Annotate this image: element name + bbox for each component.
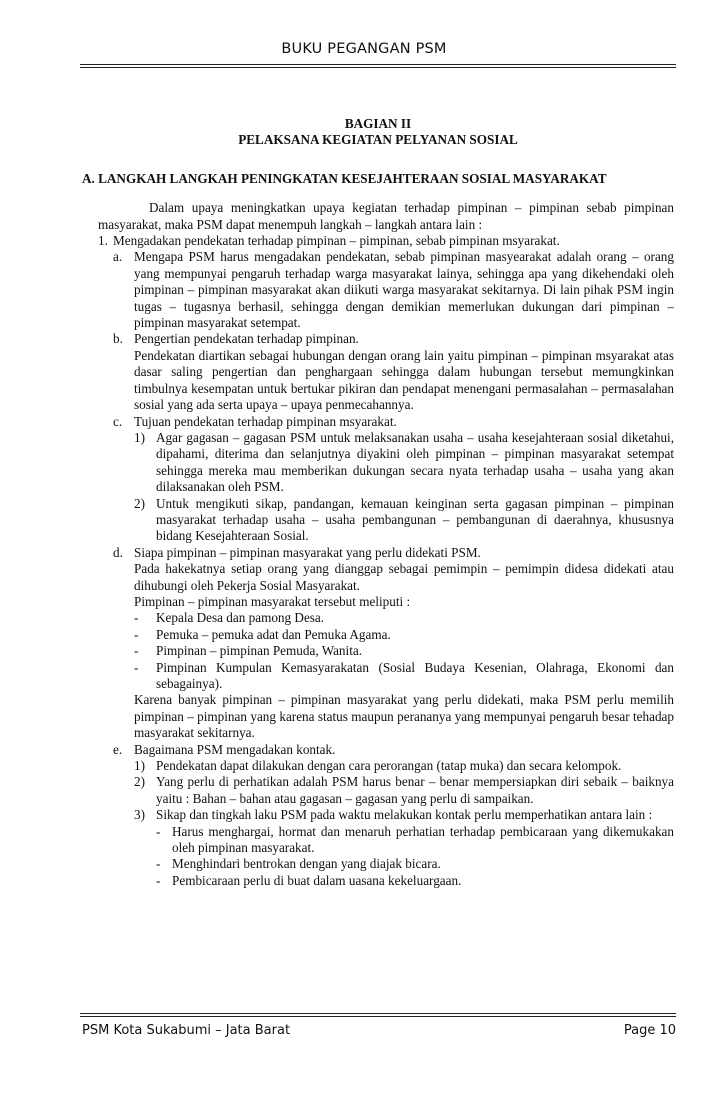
bullet-dash: - xyxy=(134,643,139,659)
paragraph-b: Pendekatan diartikan sebagai hubungan dengan orang lain yaitu pimpinan – pimpinan msyarakat atas dasar saling pengertian dan penghargaan sehingga dalam hubungan tersebut memungkinkan timbulnya kesempatan untuk bertukar pikiran dan pendapat menengani permasalahan – permasalahan sosial yang ada serta upaya – upaya penmecahannya. xyxy=(134,347,674,413)
list-text: Sikap dan tingkah laku PSM pada waktu melakukan kontak perlu memperhatikan antara lain : xyxy=(156,807,653,823)
list-title: Pengertian pendekatan terhadap pimpinan. xyxy=(134,331,359,347)
bullet-text: Pimpinan – pimpinan Pemuda, Wanita. xyxy=(156,643,363,659)
intro-paragraph: Dalam upaya meningkatkan upaya kegiatan terhadap pimpinan – pimpinan sebab pimpinan masyarakat, maka PSM dapat menempuh langkah – langkah antara lain : xyxy=(98,200,674,232)
bullet-dash: - xyxy=(134,659,139,675)
running-header: BUKU PEGANGAN PSM xyxy=(281,41,447,57)
bullet-dash: - xyxy=(134,610,139,626)
bullet-item xyxy=(82,660,674,693)
list-label: 1. xyxy=(98,233,108,249)
list-text: Mengadakan pendekatan terhadap pimpinan – pimpinan, sebab pimpinan msyarakat. xyxy=(113,233,560,249)
bullet-dash: - xyxy=(156,823,161,839)
list-label: 2) xyxy=(134,495,145,511)
list-label: b. xyxy=(113,331,123,347)
list-title: Tujuan pendekatan terhadap pimpinan msyarakat. xyxy=(134,413,397,429)
sub-bullet-item xyxy=(82,856,674,872)
paragraph-d2: Pimpinan – pimpinan masyarakat tersebut meliputi : xyxy=(134,593,411,609)
list-item-e xyxy=(82,742,674,758)
list-item-b xyxy=(82,331,674,347)
section-a-heading: A. LANGKAH LANGKAH PENINGKATAN KESEJAHTERAAN SOSIAL MASYARAKAT xyxy=(82,170,607,186)
list-title: Siapa pimpinan – pimpinan masyarakat yang perlu didekati PSM. xyxy=(134,544,481,560)
bullet-item xyxy=(82,643,674,659)
part-number: BAGIAN II xyxy=(344,116,412,131)
page-number: Page 10 xyxy=(623,1023,676,1038)
list-label: 3) xyxy=(134,807,145,823)
list-item-a xyxy=(82,249,674,331)
list-title: Bagaimana PSM mengadakan kontak. xyxy=(134,741,336,757)
bullet-text: Pimpinan Kumpulan Kemasyarakatan (Sosial Budaya Kesenian, Olahraga, Ekonomi dan sebagainya). xyxy=(156,659,674,691)
part-title: PELAKSANA KEGIATAN PELYANAN SOSIAL xyxy=(238,132,518,148)
sub-bullet-item xyxy=(82,824,674,857)
bullet-text: Kepala Desa dan pamong Desa. xyxy=(156,610,325,626)
footer-rule xyxy=(80,1013,676,1017)
list-label: d. xyxy=(113,544,123,560)
list-label: 1) xyxy=(134,429,145,445)
sub-bullet-item xyxy=(82,873,674,889)
list-text: Mengapa PSM harus mengadakan pendekatan, sebab pimpinan masyearakat adalah orang – orang yang mempunyai pengaruh terhadap warga masyarakat lainya, sehingga apa yang dikehendaki oleh pimpinan – pimpinan masyarakat akan diikuti warga masyarakat sekitarnya. Di lain pihak PSM ingin tugas – tugasnya berhasil, sehingga dengan demikian memerlukan dukungan dari pimpinan – pimpinan masyarakat setempat. xyxy=(134,249,674,331)
list-item-c1 xyxy=(82,430,674,496)
bullet-text: Pemuka – pemuka adat dan Pemuka Agama. xyxy=(156,626,391,642)
list-label: c. xyxy=(113,413,123,429)
paragraph-d3: Karena banyak pimpinan – pimpinan masyarakat yang perlu didekati, maka PSM perlu memilih pimpinan – pimpinan yang karena status maupun perananya yang mempunyai pengaruh besar tehadap masyarakat sekitarnya. xyxy=(134,692,674,741)
list-text: Untuk mengikuti sikap, pandangan, kemauan keinginan serta gagasan pimpinan – pimpinan masyarakat terhadap usaha – usaha pembangunan – pembangunan di daerahnya, khususnya bidang Kesejahteraan Sosial. xyxy=(156,495,674,544)
list-item-c2 xyxy=(82,496,674,545)
paragraph-d1: Pada hakekatnya setiap orang yang dianggap sebagai pemimpin – pemimpin didesa didekati atau dihubungi oleh Pekerja Sosial Masyarakat. xyxy=(134,561,674,593)
bullet-text: Pembicaraan perlu di buat dalam uasana kekeluargaan. xyxy=(172,872,462,888)
bullet-item xyxy=(82,610,674,626)
list-item-c xyxy=(82,414,674,430)
bullet-dash: - xyxy=(134,626,139,642)
list-text: Yang perlu di perhatikan adalah PSM harus benar – benar mempersiapkan diri sebaik – baiknya yaitu : Bahan – bahan atau gagasan – gagasan yang perlu di sampaikan. xyxy=(156,774,674,806)
list-item-e2 xyxy=(82,774,674,807)
list-text: Pendekatan dapat dilakukan dengan cara perorangan (tatap muka) dan secara kelompok. xyxy=(156,758,622,774)
list-label: e. xyxy=(113,741,123,757)
header-rule xyxy=(80,64,676,68)
page-content xyxy=(82,116,674,889)
list-text: Agar gagasan – gagasan PSM untuk melaksanakan usaha – usaha kesejahteraan sosial diketahui, dipahami, diterima dan selanjutnya diyakini oleh pimpinan – pimpinan masyarakat setempat sehingga mereka mau memberikan dukungan secara nyata terhadap usaha – usaha yang akan dilaksanakan oleh PSM. xyxy=(156,429,674,495)
footer-source: PSM Kota Sukabumi – Jata Barat xyxy=(82,1023,291,1038)
list-item-1 xyxy=(82,233,674,249)
bullet-dash: - xyxy=(156,856,161,872)
list-label: a. xyxy=(113,249,123,265)
list-label: 1) xyxy=(134,758,145,774)
bullet-text: Menghindari bentrokan dengan yang diajak bicara. xyxy=(172,856,441,872)
list-item-e1 xyxy=(82,758,674,774)
list-item-d xyxy=(82,545,674,561)
bullet-dash: - xyxy=(156,872,161,888)
bullet-text: Harus menghargai, hormat dan menaruh perhatian terhadap pembicaraan yang dikemukakan oleh pimpinan masyarakat. xyxy=(172,823,674,856)
bullet-item xyxy=(82,627,674,643)
list-label: 2) xyxy=(134,774,145,790)
list-item-e3 xyxy=(82,807,674,823)
